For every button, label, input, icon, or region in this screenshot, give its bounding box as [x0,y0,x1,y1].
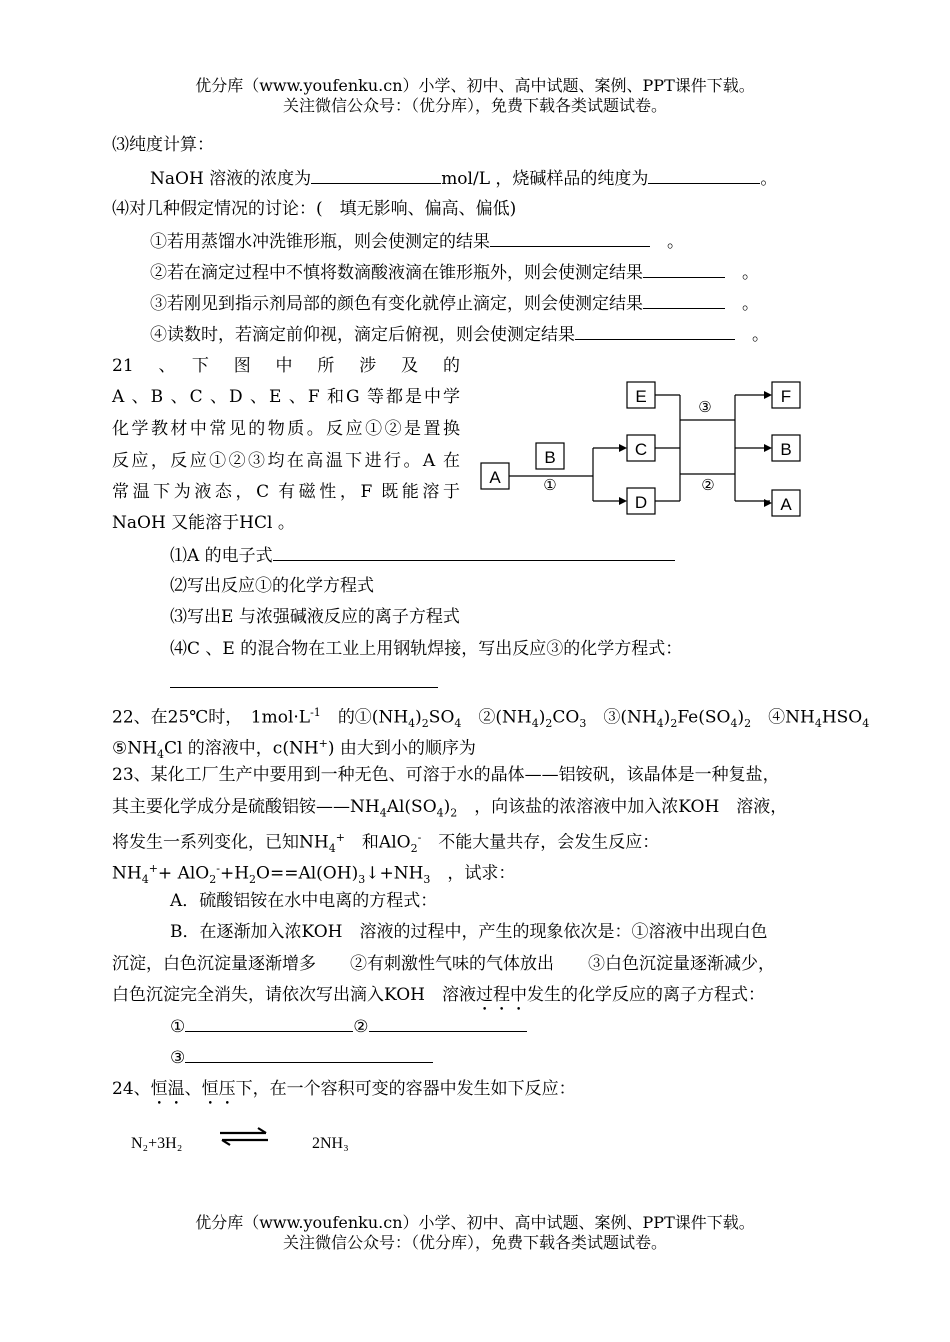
q21-line-1: 21 、 下 图 中 所 涉 及 的 [112,356,460,376]
q21-sub-2: ⑵写出反应①的化学方程式 [170,576,374,596]
q23-text-b3c: 发生的化学反应的离子方程式： [527,985,766,1005]
answer-blank-item-4[interactable] [575,323,735,340]
q24-emphasis-constant-temp: 恒温 [150,1079,185,1099]
q22-text-a: 22、在25℃时， [112,707,234,728]
q24-emphasis-constant-pressure: 恒压 [201,1079,236,1099]
q21-sub-1 [170,544,675,567]
equation-products: 2NH₃ [312,1135,349,1152]
q23-part-b-1: B．在逐渐加入浓KOH 溶液的过程中，产生的现象依次是：①溶液中出现白色 [170,922,768,942]
box-b-right-label: B [780,440,792,459]
q20-item-2-text: ②若在滴定过程中不慎将数滴酸液滴在锥形瓶外，则会使测定结果 [150,263,643,283]
q22-text-l2a: ⑤NH [112,738,157,759]
q21-sub-3: ⑶写出E 与浓强碱液反应的离子方程式 [170,607,460,627]
answer-blank-electron-formula[interactable] [273,544,675,561]
reaction-2-label: ② [701,477,715,494]
box-e-label: E [635,387,647,406]
answer-blank-purity[interactable] [648,167,760,184]
q23-text-l2b: Al(SO [386,797,437,817]
q23-part-b-2: 沉淀，白色沉淀量逐渐增多 ②有刺激性气味的气体放出 ③白色沉淀量逐渐减少， [112,954,775,974]
q21-line-2: A 、B 、C 、D 、E 、F 和G 等都是中学 [112,387,460,407]
answer-blank-ion-eq-2[interactable] [369,1015,527,1032]
answer-blank-item-1[interactable] [490,230,650,247]
q20-item-3 [150,292,759,315]
reaction-1-label: ① [543,477,557,494]
box-f-label: F [780,387,792,406]
box-d-label: D [634,493,648,512]
q23-line-2: 其主要化学成分是硫酸铝铵$——NH_4Al(SO_4)_2$ ，向该盐的浓溶液中加入浓KOH 溶液， [112,797,788,820]
q20-part3-text-b: mol/L ，烧碱样品的纯度为 [441,169,649,189]
box-c-label: C [634,440,648,459]
q21-sub-1-text: ⑴A 的电子式 [170,546,273,566]
q23-text-l3c: 不能大量共存，会发生反应： [438,832,660,853]
answer-blank-item-2[interactable] [643,261,725,278]
q21-sub-4: ⑷C 、E 的混合物在工业上用钢轨焊接，写出反应③的化学方程式： [170,639,683,659]
q20-part3-line [150,167,777,190]
equation-reactants: N₂+3H₂ [131,1135,183,1152]
q20-part3-end: 。 [760,169,778,189]
q23-text-l2d: ，向该盐的浓溶液中加入浓KOH 溶液， [474,797,788,817]
q23-line-3: 将发生一系列变化，已知$NH_4^+$ 和AlO$_2$- 不能大量共存，会发生反应： [112,831,660,856]
q23-answer-line-1 [170,1015,527,1038]
q20-item-3-text: ③若刚见到指示剂局部的颜色有变化就停止滴定，则会使测定结果 [150,294,643,314]
q20-part4-title: ⑷对几种假定情况的讨论：( 填无影响、偏高、偏低) [112,199,517,219]
q20-part3-title: ⑶纯度计算： [112,135,214,155]
q22-unit: 1mol·L [250,707,311,728]
q20-item-2 [150,261,759,284]
header-line-1: 优分库（www.youfenku.cn）小学、初中、高中试题、案例、PPT课件下载。 [195,76,755,95]
answer-blank-ion-eq-3[interactable] [185,1046,433,1063]
header-line-2: 关注微信公众号：（优分库），免费下载各类试题试卷。 [282,96,667,115]
q23-line-1: 23、某化工厂生产中要用到一种无色、可溶于水的晶体——铝铵矾，该晶体是一种复盐， [112,765,780,785]
box-a-right-label: A [780,495,792,514]
q23-text-l2c: ) [443,797,451,817]
box-b-reagent-label: B [544,448,556,467]
q21-line-3: 化学教材中常见的物质。反应①②是置换 [112,419,460,439]
q22-line-1: 22、在25℃时， $1mol\cdot L^{-1}$ 的$①(NH_4)_2SO_4$ $②(NH_4)_2CO_3$ $③(NH_4)_2Fe(SO_4)_2$ $④NH_4HSO_4$ [112,706,870,731]
q24-separator: 、 [184,1079,202,1099]
reaction-flow-diagram [470,370,810,530]
reaction-3-label: ③ [698,399,712,416]
q20-item-1-end: 。 [667,232,684,252]
q23-text-l3a: 将发生一系列变化，已知NH [112,832,329,853]
footer-line-1: 优分库（www.youfenku.cn）小学、初中、高中试题、案例、PPT课件下载。 [195,1213,755,1232]
q20-item-4 [150,323,769,346]
q22-unit-exp: -1 [310,706,321,719]
q20-item-4-end: 。 [752,325,769,345]
answer-blank-item-3[interactable] [643,292,725,309]
q20-item-4-text: ④读数时，若滴定前仰视，滴定后俯视，则会使测定结果 [150,325,575,345]
footer-line-2: 关注微信公众号：（优分库），免费下载各类试题试卷。 [282,1233,667,1252]
q24-text-rest: 下，在一个容积可变的容器中发生如下反应： [235,1079,576,1099]
q21-line-4: 反应，反应①②③均在高温下进行。A 在 [112,451,460,471]
q23-text-l4: ，试求： [447,863,516,884]
q23-answer-3-label: ③ [170,1048,186,1068]
q20-part3-text-a: NaOH 溶液的浓度为 [150,169,312,189]
q22-text-c: 的①(NH [337,707,409,728]
q23-part-b-3 [112,984,765,1015]
q24-line-1 [112,1078,576,1109]
answer-blank-reaction-3[interactable] [170,687,438,688]
q22-line-2: $⑤NH_4Cl$ 的溶液中，c(NH+) 由大到小的顺序为 [112,737,476,762]
q21-line-6: NaOH 又能溶于HCl 。 [112,513,295,533]
q23-text-b3a: 白色沉淀完全消失，请依次写出滴入KOH 溶液 [112,985,477,1005]
q23-line-4: $NH_4^++$ $AlO_2^-+H_2O==Al(OH)_3↓+NH_3$ ，试求： [112,862,516,887]
box-a-left-label: A [489,468,501,487]
q23-text-l3b: 和AlO [361,832,411,853]
q20-item-1 [150,230,684,253]
q22-text-l2c: ) 由大到小的顺序为 [327,738,476,759]
q23-text-l2a: 其主要化学成分是硫酸铝铵——NH [112,797,380,817]
q22-text-l2b: Cl 的溶液中，c(NH [163,738,319,759]
q23-answer-2-label: ② [353,1017,369,1037]
q20-item-1-text: ①若用蒸馏水冲洗锥形瓶，则会使测定的结果 [150,232,490,252]
q24-number: 24、 [112,1079,151,1099]
q23-answer-line-2 [170,1046,433,1069]
q23-part-a: A．硫酸铝铵在水中电离的方程式： [170,891,438,911]
q20-item-3-end: 。 [742,294,759,314]
q23-text-b3b-emphasis: 过程中 [476,985,528,1005]
answer-blank-ion-eq-1[interactable] [185,1015,353,1032]
q21-line-5: 常温下为液态，C 有磁性，F 既能溶于 [112,482,460,502]
answer-blank-concentration[interactable] [311,167,441,184]
equilibrium-arrow-icon [218,1127,270,1147]
q23-answer-1-label: ① [170,1017,186,1037]
q20-item-2-end: 。 [742,263,759,283]
